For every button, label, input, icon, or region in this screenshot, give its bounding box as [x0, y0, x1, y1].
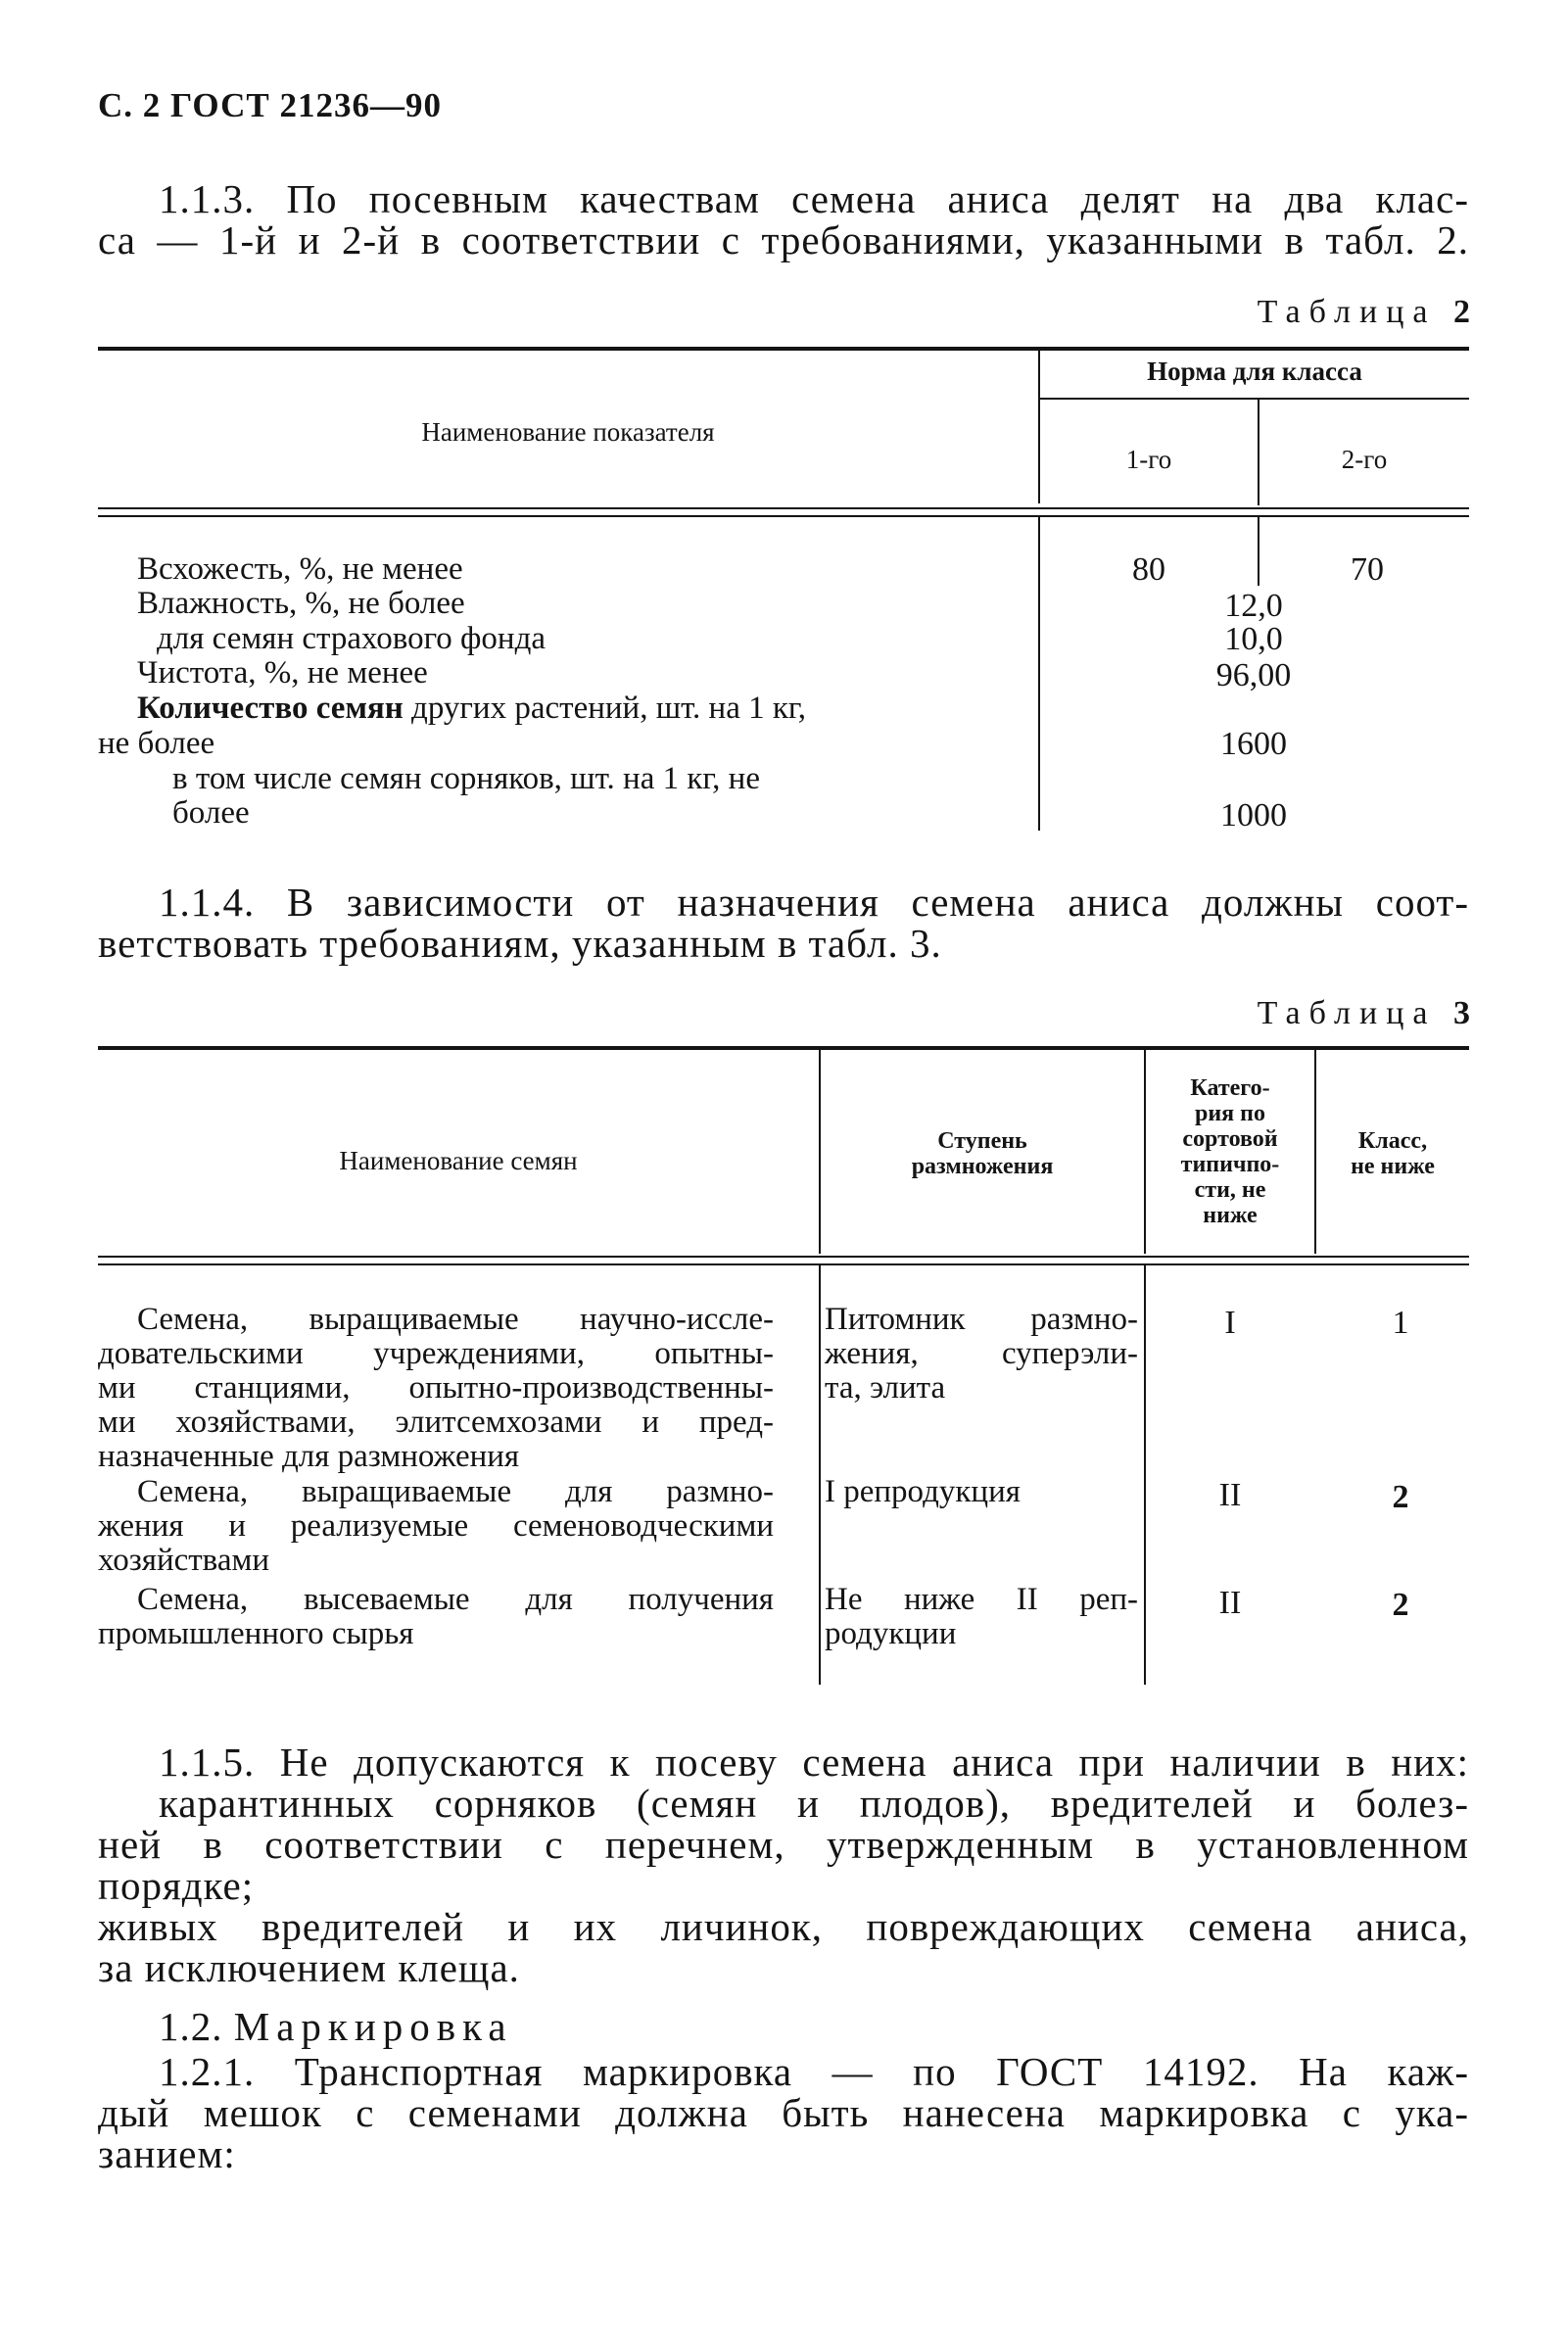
table-cell-value: 80 — [1132, 551, 1165, 588]
cell-line: I репродукция — [825, 1474, 1021, 1509]
table-caption-word: Таблица — [1257, 995, 1437, 1031]
table-row-stage — [825, 1583, 1138, 1651]
paragraph-line: 1.2.1. Транспортная маркировка — по ГОСТ 14192. На каж- — [159, 2049, 1469, 2094]
paragraph-1-1-4 — [98, 882, 1469, 964]
header-line: типичпо- — [1180, 1152, 1280, 1177]
table-caption-number: 3 — [1453, 995, 1470, 1031]
cell-line: Питомник размно- — [825, 1302, 1138, 1337]
table-row-label: в том числе семян сорняков, шт. на 1 кг, не — [172, 761, 760, 796]
section-1-2-heading — [98, 2006, 1469, 2047]
table-cell-value: 1600 — [1220, 726, 1287, 762]
header-line: Ступень — [937, 1128, 1027, 1154]
table-row-label-continued: не более — [98, 726, 215, 761]
table-column-divider — [819, 1265, 821, 1685]
cell-line: Семена, выращиваемые для размно- — [137, 1474, 774, 1509]
column-header-class-1: 1-го — [1125, 445, 1172, 474]
table-cell-category: I — [1224, 1305, 1236, 1341]
table-row-label-bold: Количество семян — [137, 691, 404, 726]
table-cell-category: II — [1218, 1585, 1242, 1621]
header-line: не ниже — [1351, 1154, 1435, 1179]
table-cell-value: 12,0 — [1224, 588, 1283, 624]
paragraph-line: ветствовать требованиям, указанным в табл. 3. — [98, 921, 942, 966]
table-header-rule — [98, 515, 1469, 517]
cell-line: хозяйствами — [98, 1543, 270, 1578]
page-header: С. 2 ГОСТ 21236—90 — [98, 86, 442, 124]
table-cell-category: II — [1218, 1477, 1242, 1513]
paragraph-line: са — 1-й и 2-й в соответствии с требованиями, указанными в табл. 2. — [98, 217, 1469, 262]
cell-line: Не ниже II реп- — [825, 1582, 1138, 1617]
paragraph-line: дый мешок с семенами должна быть нанесена маркировка с ука- — [98, 2090, 1469, 2135]
table-row-label: для семян страхового фонда — [157, 621, 546, 656]
paragraph-line: порядке; — [98, 1863, 255, 1908]
section-heading-line — [98, 2006, 1469, 2047]
paragraph-line: 1.1.3. По посевным качествам семена аниса делят на два клас- — [159, 176, 1469, 221]
cell-line: ми станциями, опытно-производственны- — [98, 1370, 774, 1406]
paragraph-1-1-5 — [98, 1741, 1469, 1988]
cell-line: жения, суперэли- — [825, 1336, 1138, 1371]
table-row-label: Чистота, %, не менее — [137, 655, 428, 691]
table-row-label: Всхожесть, %, не менее — [137, 551, 463, 587]
cell-line: Семена, выращиваемые научно-иссле- — [137, 1302, 774, 1337]
table-column-divider — [1038, 517, 1040, 831]
cell-line: жения и реализуемые семеноводческими — [98, 1508, 774, 1544]
paragraph-line: ней в соответствии с перечнем, утвержденным в установленном — [98, 1822, 1469, 1867]
header-line: сортовой — [1182, 1126, 1278, 1152]
table-cell-value: 1000 — [1220, 797, 1287, 834]
paragraph-line: 1.1.5. Не допускаются к посеву семена аниса при наличии в них: — [159, 1739, 1469, 1785]
table-2-caption — [1258, 294, 1470, 331]
column-header-class — [1316, 1128, 1469, 1179]
section-title: Маркировка — [233, 2004, 513, 2049]
section-number: 1.2. — [159, 2004, 223, 2049]
paragraph-line: занием: — [98, 2131, 236, 2176]
cell-line: довательскими учреждениями, опытны- — [98, 1336, 774, 1371]
cell-line: назначенные для размножения — [98, 1439, 520, 1474]
header-line: рия по — [1195, 1101, 1265, 1126]
column-header-norm: Норма для класса — [1147, 357, 1362, 386]
column-header-category — [1146, 1075, 1314, 1228]
table-row-label-rest: других растений, шт. на 1 кг, — [403, 691, 806, 726]
table-cell-class: 2 — [1392, 1479, 1409, 1515]
header-line: сти, не — [1194, 1177, 1266, 1203]
table-top-rule — [98, 347, 1469, 351]
paragraph-line: за исключением клеща. — [98, 1945, 520, 1990]
paragraph-1-2-1 — [98, 2051, 1469, 2174]
table-row-seed-name — [98, 1303, 774, 1474]
column-header-stage — [821, 1128, 1144, 1179]
table-cell-value: 70 — [1351, 551, 1384, 588]
table-3-caption — [1258, 995, 1470, 1032]
header-line: размножения — [911, 1154, 1054, 1179]
cell-line: родукции — [825, 1616, 957, 1651]
table-row-stage — [825, 1303, 1138, 1406]
table-header-rule — [98, 1256, 1469, 1258]
table-row-seed-name — [98, 1583, 774, 1651]
table-column-divider — [1258, 517, 1259, 586]
table-caption-number: 2 — [1453, 294, 1470, 330]
paragraph-1-1-3 — [98, 178, 1469, 261]
table-row-label-continued: более — [172, 795, 250, 831]
table-cell-class: 2 — [1392, 1587, 1409, 1623]
cell-line: ми хозяйствами, элитсемхозами и пред- — [98, 1405, 774, 1440]
paragraph-line: 1.1.4. В зависимости от назначения семена аниса должны соот- — [159, 880, 1469, 925]
paragraph-line: карантинных сорняков (семян и плодов), вредителей и болез- — [159, 1781, 1469, 1826]
table-cell-value: 96,00 — [1215, 657, 1292, 693]
table-top-rule — [98, 1046, 1469, 1050]
table-column-divider — [1144, 1265, 1146, 1685]
table-caption-word: Таблица — [1257, 294, 1437, 330]
header-line: Катего- — [1190, 1075, 1270, 1101]
table-cell-value: 10,0 — [1224, 621, 1283, 657]
table-row-seed-name — [98, 1475, 774, 1578]
cell-line: промышленного сырья — [98, 1616, 414, 1651]
header-line: ниже — [1203, 1203, 1258, 1228]
table-header-rule — [98, 507, 1469, 509]
table-subheader-rule — [1040, 398, 1469, 400]
header-line: Класс, — [1357, 1128, 1428, 1154]
cell-line: Семена, высеваемые для получения — [137, 1582, 774, 1617]
table-cell-class: 1 — [1392, 1305, 1409, 1341]
column-header-class-2: 2-го — [1341, 445, 1388, 474]
table-row-label — [137, 691, 806, 727]
column-header-seed-name: Наименование семян — [339, 1146, 578, 1175]
column-header-indicator: Наименование показателя — [421, 417, 715, 447]
table-row-label: Влажность, %, не более — [137, 586, 465, 621]
cell-line: та, элита — [825, 1370, 946, 1406]
paragraph-line: живых вредителей и их личинок, повреждающих семена аниса, — [98, 1904, 1469, 1949]
table-header-rule — [98, 1263, 1469, 1265]
table-row-stage — [825, 1475, 1138, 1509]
